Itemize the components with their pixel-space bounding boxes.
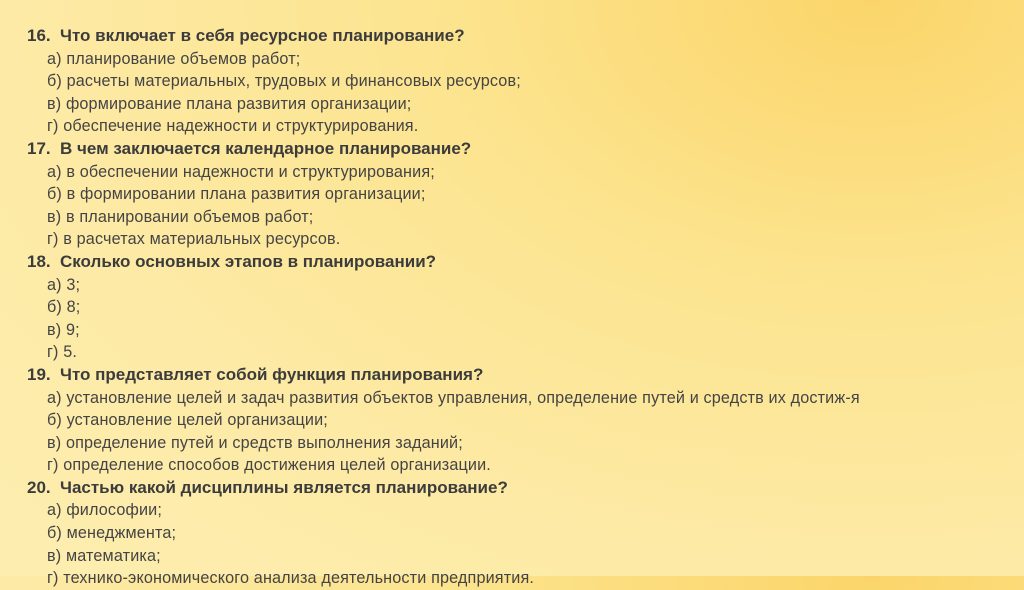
answer-option-a: а) в обеспечении надежности и структурирования; [47,162,435,181]
question-heading [27,364,1007,387]
answer-option-c: в) формирование плана развития организации; [47,94,412,113]
question-20 [27,477,1007,590]
question-number: 16. [27,26,51,45]
question-number: 18. [27,251,51,271]
question-18 [27,251,1007,364]
question-text: Частью какой дисциплины является планирование? [60,477,508,497]
question-17 [27,138,1007,251]
question-text: Что представляет собой функция планирования? [60,364,484,384]
question-19 [27,364,1007,477]
answer-option-a: а) планирование объемов работ; [47,49,301,68]
question-number: 17. [27,138,51,158]
answer-option-d: г) определение способов достижения целей организации. [47,456,491,475]
question-text: В чем заключается календарное планирование? [60,138,472,158]
question-number: 20. [27,477,51,497]
answer-option-d: г) в расчетах материальных ресурсов. [47,230,341,249]
answer-option-b: б) 8; [47,298,81,317]
answer-option-a: а) философии; [47,501,163,520]
answer-option-b: б) менеджмента; [47,524,177,543]
question-list [27,25,1007,590]
answer-option-c: в) в планировании объемов работ; [47,207,314,226]
question-heading [27,251,1007,274]
question-text: Что включает в себя ресурсное планирование? [60,26,465,45]
answer-option-a: а) 3; [47,275,81,294]
answer-option-c: в) математика; [47,546,161,565]
question-number: 19. [27,364,51,384]
answer-option-a: а) установление целей и задач развития объектов управления, определение путей и средств их достиж-я [47,388,860,407]
question-16 [27,25,1007,138]
answer-option-d: г) 5. [47,343,78,362]
question-heading [27,138,1007,161]
answer-option-b: б) в формировании плана развития организации; [47,185,426,204]
answer-option-c: в) 9; [47,320,80,339]
answer-option-b: б) установление целей организации; [47,411,328,430]
answer-option-d: г) технико-экономического анализа деятельности предприятия. [47,569,535,588]
answer-option-b: б) расчеты материальных, трудовых и финансовых ресурсов; [47,72,521,91]
question-heading [27,25,1007,48]
answer-option-d: г) обеспечение надежности и структурирования. [47,117,419,136]
question-text: Сколько основных этапов в планировании? [60,251,437,271]
answer-option-c: в) определение путей и средств выполнения заданий; [47,433,463,452]
question-heading [27,477,1007,500]
